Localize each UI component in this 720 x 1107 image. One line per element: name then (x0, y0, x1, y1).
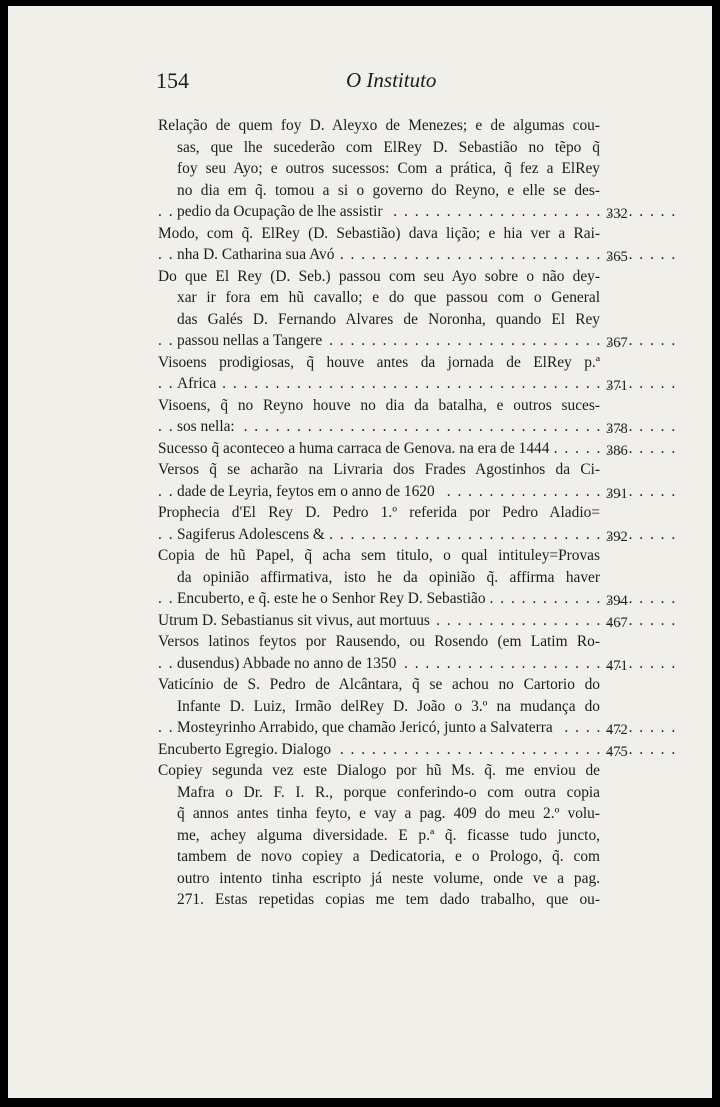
toc-entry-line: Prophecia d'El Rey D. Pedro 1.º referida por Pedro Aladio= (158, 504, 600, 521)
toc-entry-line: Mafra o Dr. F. I. R., porque conferindo-o com outra copia (177, 783, 600, 801)
toc-entry-line: Versos latinos feytos por Rausendo, ou Rosendo (em Latim Ro- (158, 633, 600, 650)
toc-page-number: 386 (606, 442, 628, 459)
toc-page-number: 378 (606, 421, 628, 437)
toc-entry-line: Sagiferus Adolescens & 392 . . . (158, 524, 600, 546)
toc-page-number: 467 (606, 614, 628, 631)
toc-entry-line: Do que El Rey (D. Seb.) passou com seu Ayo sobre o não dey- (158, 267, 600, 285)
toc-entry (158, 115, 628, 223)
toc-entry-line: Relação de quem foy D. Aleyxo de Menezes; e de algumas cou- (158, 117, 600, 134)
toc-entry-line: outro intento tinha escripto já neste volume, onde ve a pag. (177, 869, 600, 887)
toc-entry-line: Vaticínio de S. Pedro de Alcântara, q̃ se achou no Cartorio do (158, 676, 600, 693)
toc-page-number: 367 (606, 335, 628, 351)
toc-entry-line: tambem de novo copiey a Dedicatoria, e o Prologo, q̃. com (177, 848, 600, 865)
toc-entry-line: Copiey segunda vez este Dialogo por hũ Ms. q̃. me enviou de (158, 762, 600, 779)
toc-entry-line: foy seu Ayo; e outros sucessos: Com a prática, q̃ fez a ElRey (177, 160, 600, 177)
toc-entry-line: Utrum D. Sebastianus sit vivus, aut mortuus 467 . . . (158, 610, 600, 632)
toc-entry (158, 760, 600, 911)
toc-page-number: 471 (606, 657, 628, 674)
toc-entry (158, 631, 628, 674)
toc-entry-line: nha D. Catharina sua Avó 365 . . . (158, 244, 600, 266)
toc-page-number: 475 (606, 743, 628, 760)
toc-page-number: 371 (606, 378, 628, 394)
toc-entry-line: Infante D. Luiz, Irmão delRey D. João o 3.º na mudança do (177, 697, 600, 715)
toc-page-number: 392 (606, 528, 628, 545)
toc-page-number: 472 (606, 722, 628, 738)
toc-entry-line: Versos q̃ se acharão na Livraria dos Frades Agostinhos da Ci- (158, 461, 600, 478)
toc-entry (158, 739, 628, 761)
toc-page-number: 332 (606, 206, 628, 222)
toc-entry-line: me, achey alguma diversidade. E p.ª q̃. ficasse tudo juncto, (177, 826, 600, 844)
toc-entry-line: dade de Leyria, feytos em o anno de 1620 391 . . . (158, 481, 600, 503)
toc-entry-line: Copia de hũ Papel, q̃ acha sem titulo, o qual intituley=Provas (158, 547, 600, 564)
toc-entry (158, 502, 628, 545)
book-page (8, 6, 712, 1098)
toc-entry (158, 223, 628, 266)
toc-entry-line: no dia em q̃. tomou a si o governo do Reyno, e elle se des- (177, 181, 600, 199)
toc-entry (158, 459, 628, 502)
toc-entry (158, 438, 628, 460)
toc-entry-line: Visoens prodigiosas, q̃ houve antes da jornada de ElRey p.ª (158, 353, 600, 371)
toc-entry-line: Sucesso q̃ aconteceo a huma carraca de Genova. na era de 1444 386 . . . (158, 438, 600, 460)
toc-page-number: 365 (606, 249, 628, 265)
page-header (156, 68, 596, 98)
toc-entry (158, 545, 628, 610)
running-title: O Instituto (346, 68, 437, 92)
toc-entry-line: Modo, com q̃. ElRey (D. Sebastião) dava lição; e hia ver a Rai- (158, 224, 600, 242)
table-of-contents (158, 115, 628, 911)
toc-entry-line: das Galés D. Fernando Alvares de Noronha, quando El Rey (177, 310, 600, 328)
toc-page-number: 391 (606, 485, 628, 502)
toc-entry (158, 352, 628, 395)
toc-entry-line: xar ir fora em hũ cavallo; e do que passou com o General (177, 289, 600, 306)
toc-entry (158, 266, 628, 352)
toc-entry-line: sas, que lhe sucederão com ElRey D. Sebastião no tẽpo q̃ (177, 138, 600, 156)
toc-entry (158, 395, 628, 438)
toc-entry-line: Africa 371 . . . (158, 373, 600, 395)
toc-entry (158, 674, 628, 739)
toc-entry-line: 271. Estas repetidas copias me tem dado trabalho, que ou- (177, 891, 600, 908)
toc-entry-line: Encuberto Egregio. Dialogo 475 . . . (158, 739, 600, 761)
page-number: 154 (156, 68, 189, 93)
toc-entry-line: dusendus) Abbade no anno de 1350 471 . . . (158, 653, 600, 675)
toc-entry-line: pedio da Ocupação de lhe assistir 332 . . . (158, 201, 600, 223)
toc-entry-line: da opinião affirmativa, isto he da opinião q̃. affirma haver (177, 568, 600, 586)
toc-entry (158, 610, 628, 632)
toc-entry-line: Mosteyrinho Arrabido, que chamão Jericó, junto a Salvaterra 472 . . . (158, 717, 600, 739)
toc-entry-line: passou nellas a Tangere 367 . . . (158, 330, 600, 352)
toc-entry-line: sos nella: 378 . . . (158, 416, 600, 438)
toc-entry-line: Visoens, q̃ no Reyno houve no dia da batalha, e outros suces- (158, 396, 600, 414)
toc-entry-line: Encuberto, e q̃. este he o Senhor Rey D. Sebastião 394 . . . (158, 588, 600, 610)
toc-entry-line: q̃ annos antes tinha feyto, e vay a pag. 409 do meu 2.º volu- (177, 805, 600, 822)
toc-page-number: 394 (606, 593, 628, 609)
